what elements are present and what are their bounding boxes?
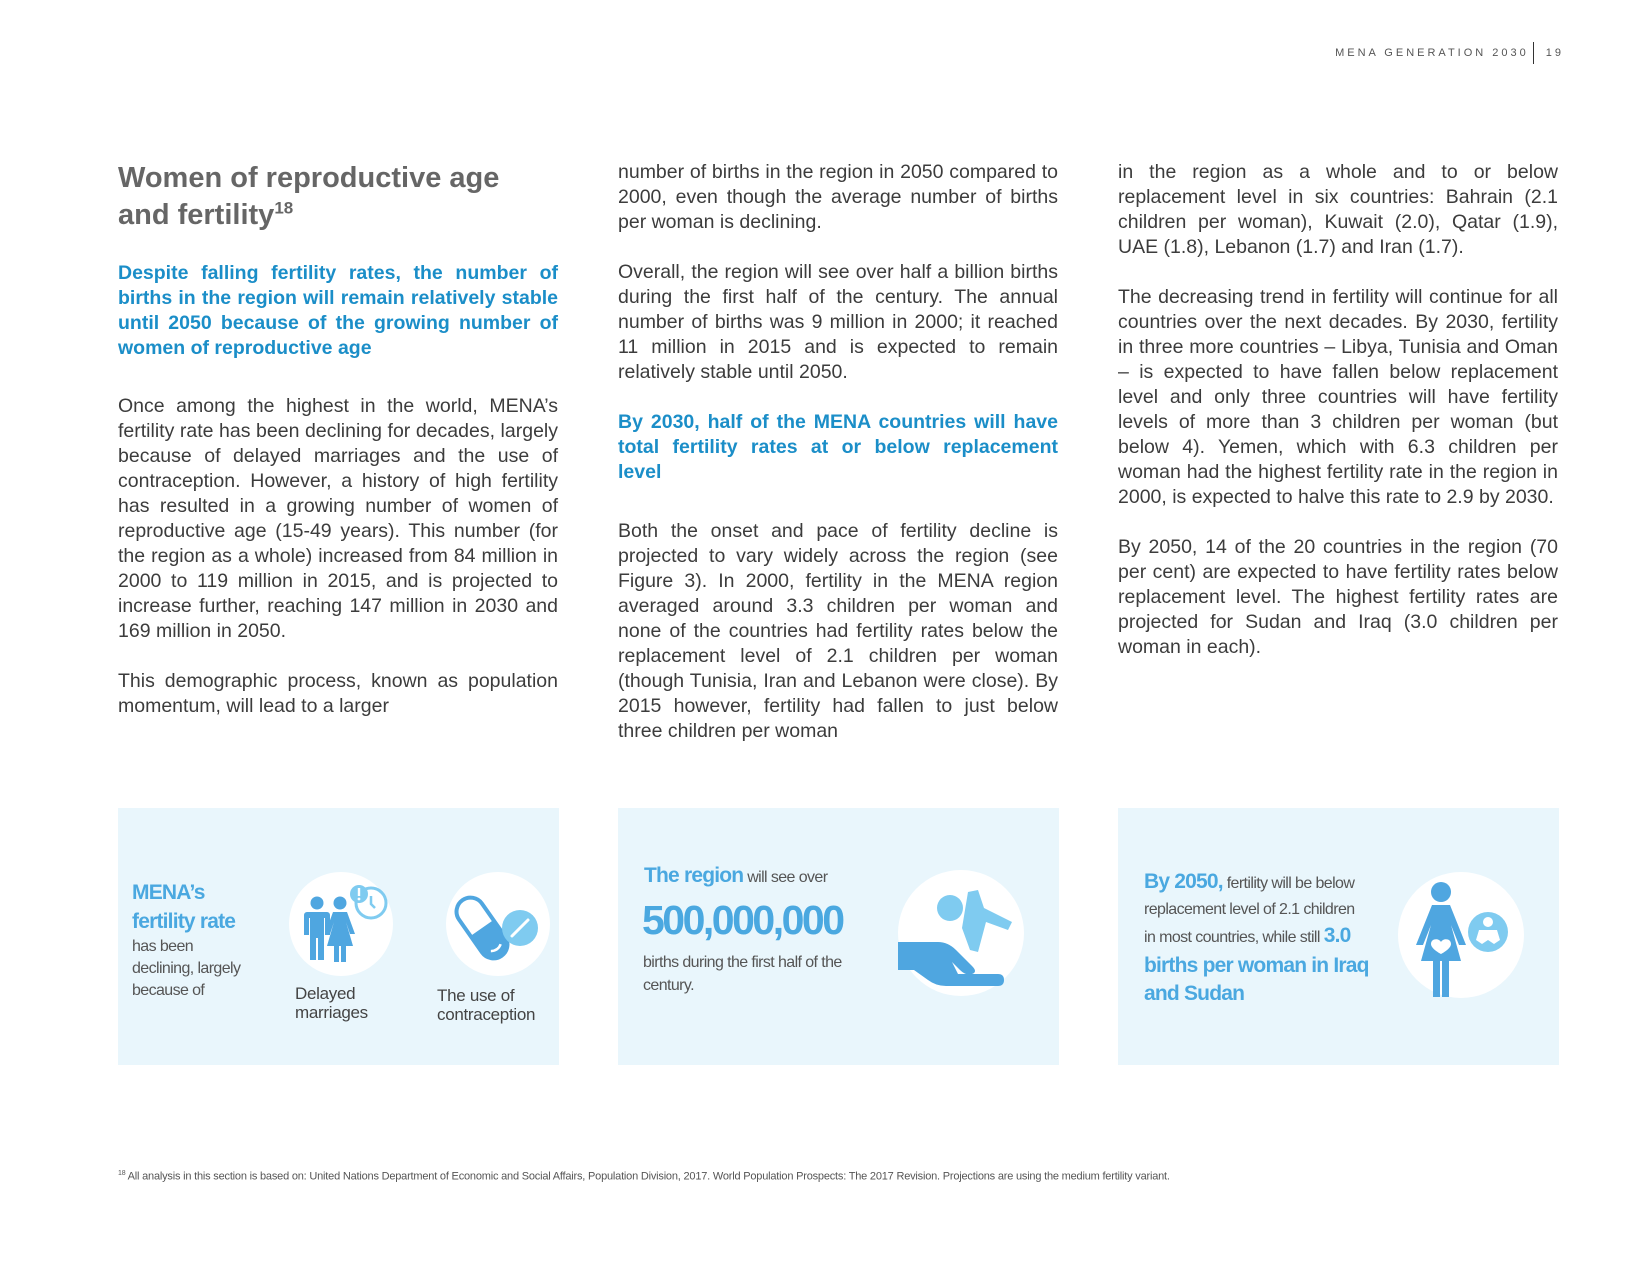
body-paragraph: Once among the highest in the world, MENA’s fertility rate has been declining for decades, largely because of delayed marriages and the use of contraception. However, a history of high fertility has resulted in a growing number of women of reproductive age (15-49 years). This number (for the region as a whole) increased from 84 million in 2000 to 119 million in 2015, and is projected to increase further, reaching 147 million in 2030 and 169 million in 2050. (118, 395, 558, 642)
text-line (1144, 868, 1404, 898)
publication-title: MENA GENERATION 2030 (1335, 47, 1529, 59)
delayed-marriages-label (295, 984, 368, 1022)
couple-clock-icon (289, 872, 393, 976)
body-paragraph: Both the onset and pace of fertility decline is projected to vary widely across the region (see Figure 3). In 2000, fertility in the MENA region averaged around 3.3 children per woman and none of the countries had fertility rates below the replacement level of 2.1 children per woman (though Tunisia, Iran and Lebanon were close). By 2015 however, fertility had fallen to just below three children per woman (618, 520, 1058, 742)
section-title-line-1: Women of reproductive age (118, 162, 500, 194)
text-line: has been (132, 938, 194, 955)
column-3 (1118, 160, 1558, 685)
infographic-births (618, 808, 1059, 1065)
lead-paragraph: Despite falling fertility rates, the number of births in the region will remain relatively stable until 2050 because of the growing number of women of reproductive age (118, 262, 558, 359)
lead-paragraph: By 2030, half of the MENA countries will have total fertility rates at or below replacement level (618, 411, 1058, 483)
body-paragraph: number of births in the region in 2050 compared to 2000, even though the average number of births per woman is declining. (618, 161, 1058, 233)
highlight-line-2: fertility rate (132, 910, 236, 933)
body-paragraph: By 2050, 14 of the 20 countries in the region (70 per cent) are expected to have fertility rates below replacement level. The highest fertility rates are projected for Sudan and Iraq (3.0 children per woman in each). (1118, 536, 1558, 658)
highlight-line-1: MENA’s (132, 881, 205, 904)
fertility-2050-text (1144, 868, 1404, 1008)
infographic-2050-fertility (1118, 808, 1559, 1065)
region-sentence (644, 864, 827, 888)
section-title-line-2: and fertility (118, 199, 275, 231)
label-line: contraception (437, 1005, 536, 1024)
highlight: By 2050, (1144, 870, 1223, 893)
label-line: The use of (437, 986, 515, 1005)
body-paragraph: The decreasing trend in fertility will continue for all countries over the next decades. By 2030, fertility in three more countries – Libya, Tunisia and Oman – is expected to have fallen below replacement level and only three countries will have fertility levels of more than 3 children per woman (but below 4). Yemen, which with 6.3 children per woman had the highest fertility rate in the region in 2000, is expected to halve this rate to 2.9 by 2030. (1118, 286, 1558, 508)
footnote-text: All analysis in this section is based on: United Nations Department of Economic and Social Affairs, Population Division, 2017. World Population Prospects: The 2017 Revision. Projections are using the medium fertility variant. (127, 1170, 1170, 1183)
label-line: Delayed (295, 984, 356, 1003)
text: fertility will be below (1222, 875, 1355, 892)
highlight: The region (644, 864, 744, 887)
header-divider (1533, 42, 1534, 64)
text-line (1144, 922, 1404, 952)
highlight-line: and Sudan (1144, 982, 1245, 1005)
hand-baby-icon (898, 870, 1024, 996)
running-header (1335, 42, 1564, 64)
footnote (118, 1170, 1170, 1183)
column-2 (618, 160, 1058, 769)
text-line: declining, largely (132, 960, 241, 977)
text: in most countries, while still (1144, 929, 1324, 946)
footnote-reference[interactable]: 18 (274, 198, 294, 218)
page-number: 19 (1545, 47, 1564, 59)
text-line: because of (132, 982, 205, 999)
column-1 (118, 160, 558, 744)
section-title (118, 160, 558, 234)
pill-icon (446, 872, 550, 976)
text: will see over (743, 869, 828, 886)
births-text (643, 951, 842, 997)
highlight: 3.0 (1323, 924, 1351, 947)
highlight-line: births per woman in Iraq (1144, 954, 1369, 977)
footnote-number: 18 (118, 1170, 126, 1177)
body-paragraph: Overall, the region will see over half a billion births during the first half of the century. The annual number of births was 9 million in 2000; it reached 11 million in 2015 and is expected to remain relatively stable until 2050. (618, 261, 1058, 383)
body-paragraph: This demographic process, known as population momentum, will lead to a larger (118, 670, 558, 717)
fertility-text (132, 878, 282, 1002)
text-line: replacement level of 2.1 children (1144, 901, 1355, 918)
infographic-fertility-decline (118, 808, 559, 1065)
label-line: marriages (295, 1003, 368, 1022)
contraception-label (437, 986, 535, 1024)
big-number: 500,000,000 (642, 897, 843, 943)
body-paragraph: in the region as a whole and to or below replacement level in six countries: Bahrain (2.1 children per woman), Kuwait (2.0), Qatar (1.9), UAE (1.8), Lebanon (1.7) and Iran (1.7). (1118, 161, 1558, 258)
text-line: century. (643, 977, 694, 994)
pregnant-woman-baby-icon (1398, 872, 1524, 998)
text-line: births during the first half of the (643, 954, 842, 971)
